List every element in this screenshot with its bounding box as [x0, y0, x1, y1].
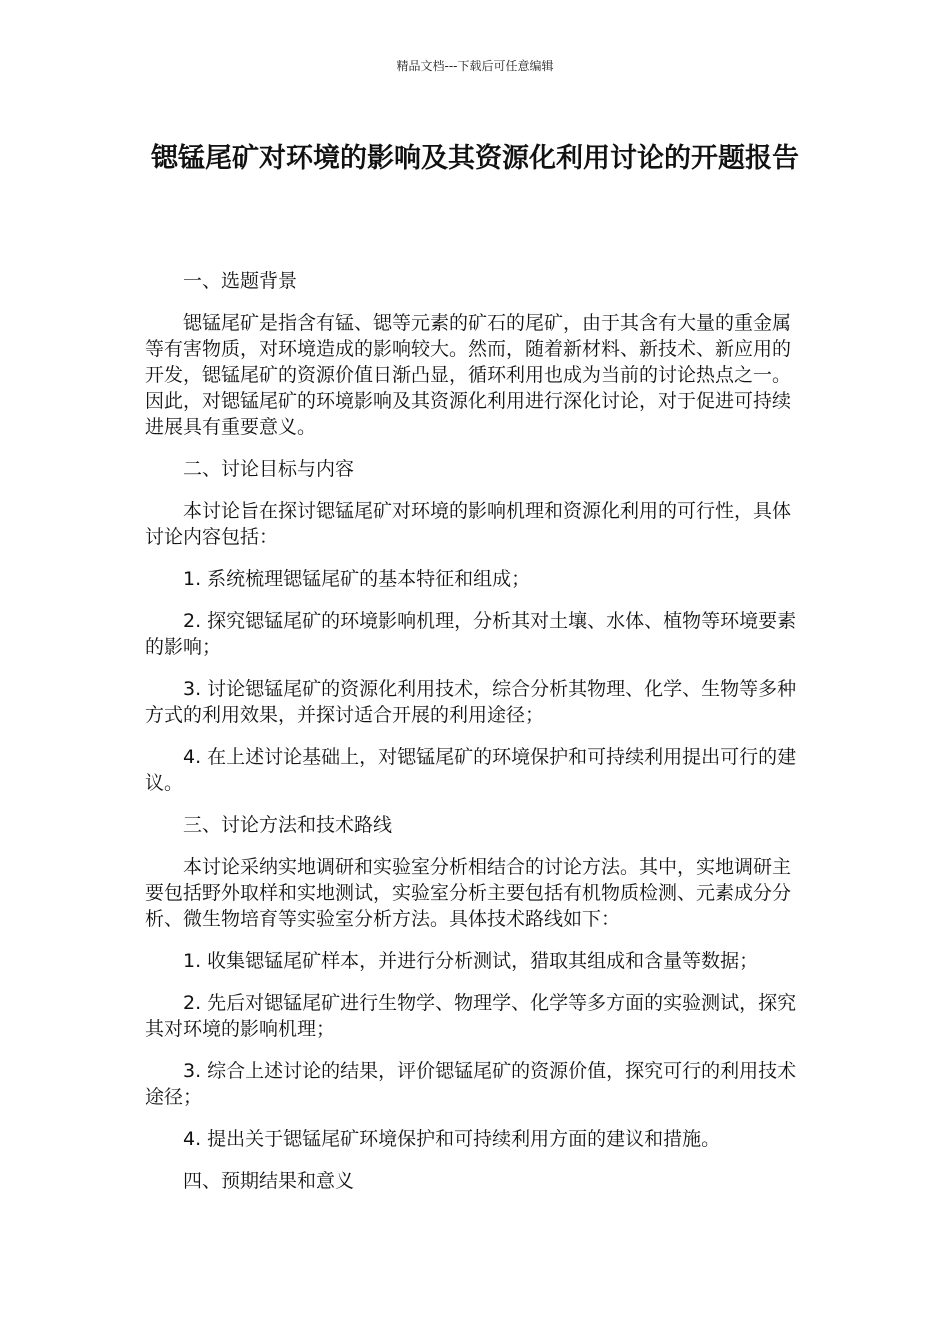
list-item-method-1: 1. 收集锶锰尾矿样本，并进行分析测试，猎取其组成和含量等数据； [183, 950, 759, 972]
list-item-goal-3: 3. 讨论锶锰尾矿的资源化利用技术，综合分析其物理、化学、生物等多种方式的利用效果，并探讨适合开展的利用途径； [145, 678, 797, 726]
section-heading-background: 一、选题背景 [183, 270, 298, 292]
paragraph-methods-intro: 本讨论采纳实地调研和实验室分析相结合的讨论方法。其中，实地调研主要包括野外取样和实地测试，实验室分析主要包括有机物质检测、元素成分分析、微生物培育等实验室分析方法。具体技术路线如下： [145, 856, 792, 930]
paragraph-background: 锶锰尾矿是指含有锰、锶等元素的矿石的尾矿，由于其含有大量的重金属等有害物质，对环境造成的影响较大。然而，随着新材料、新技术、新应用的开发，锶锰尾矿的资源价值日渐凸显，循环利用也成为当前的讨论热点之一。因此，对锶锰尾矿的环境影响及其资源化利用进行深化讨论，对于促进可持续进展具有重要意义。 [145, 312, 792, 438]
paragraph-goals-intro: 本讨论旨在探讨锶锰尾矿对环境的影响机理和资源化利用的可行性，具体讨论内容包括： [145, 500, 792, 548]
list-item-goal-4: 4. 在上述讨论基础上，对锶锰尾矿的环境保护和可持续利用提出可行的建议。 [145, 746, 797, 794]
page-header: 精品文档---下载后可任意编辑 [396, 59, 554, 73]
list-item-method-3: 3. 综合上述讨论的结果，评价锶锰尾矿的资源价值，探究可行的利用技术途径； [145, 1060, 797, 1108]
document-title: 锶锰尾矿对环境的影响及其资源化利用讨论的开题报告 [151, 143, 799, 174]
section-heading-goals: 二、讨论目标与内容 [183, 458, 355, 480]
list-item-goal-1: 1. 系统梳理锶锰尾矿的基本特征和组成； [183, 568, 531, 590]
list-item-method-2: 2. 先后对锶锰尾矿进行生物学、物理学、化学等多方面的实验测试，探究其对环境的影响机理； [145, 992, 797, 1040]
list-item-method-4: 4. 提出关于锶锰尾矿环境保护和可持续利用方面的建议和措施。 [183, 1128, 721, 1150]
document-body [145, 268, 805, 1210]
section-heading-expected: 四、预期结果和意义 [183, 1170, 355, 1192]
list-item-goal-2: 2. 探究锶锰尾矿的环境影响机理，分析其对土壤、水体、植物等环境要素的影响； [145, 610, 797, 658]
section-heading-methods: 三、讨论方法和技术路线 [183, 814, 393, 836]
